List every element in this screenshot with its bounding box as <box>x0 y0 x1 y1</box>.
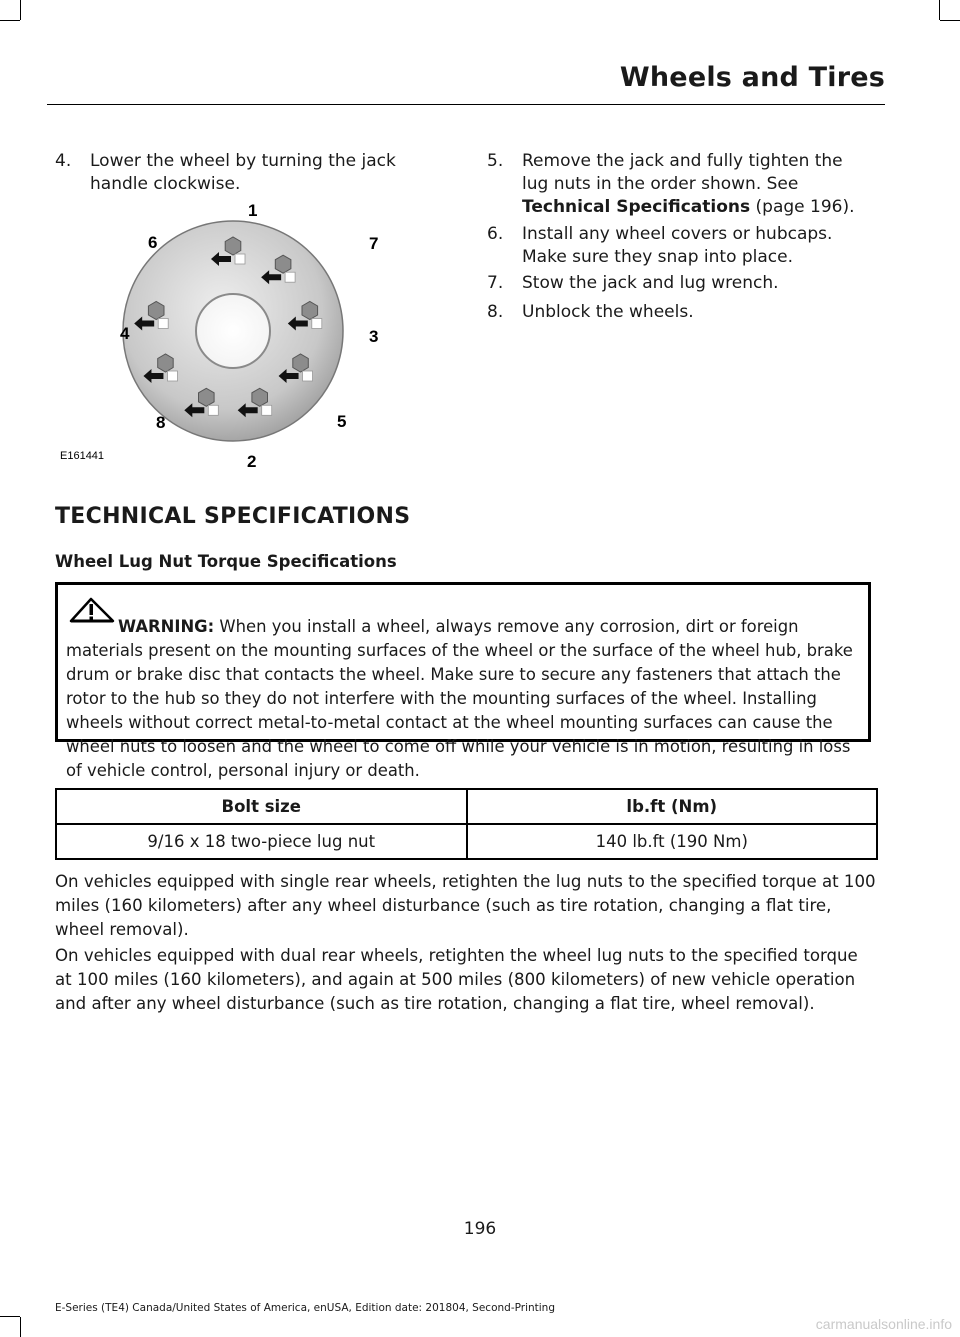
lug-label-2: 2 <box>247 452 257 471</box>
lug-label-8: 8 <box>156 413 166 432</box>
crop-mark <box>939 0 940 20</box>
warning-text: WARNING: When you install a wheel, always remove any corrosion, dirt or foreign materials present on the mounting surfaces of the wheel or the surface of the wheel hub, brake drum or brake disc that contacts the wheel. Make sure to secure any fasteners that attach the rotor to the hub so they do not interfere with the mounting surfaces of the wheel. Installing wheels without correct metal-to-metal contact at the wheel mounting surfaces can cause the wheel nuts to loosen and the wheel to come off while your vehicle is in motion, resulting in loss of vehicle control, personal injury or death. <box>66 617 853 780</box>
lug-label-3: 3 <box>369 327 379 346</box>
lug-label-5: 5 <box>337 412 347 431</box>
lug-label-7: 7 <box>369 234 379 253</box>
lug-label-1: 1 <box>248 201 258 220</box>
lug-nut-sequence-diagram <box>60 196 400 471</box>
step-text: Lower the wheel by turning the jack handle clockwise. <box>90 151 396 194</box>
table-header-bolt-size: Bolt size <box>56 789 467 824</box>
warning-box <box>55 582 871 780</box>
image-code: E161441 <box>60 450 105 462</box>
crop-mark <box>20 0 21 20</box>
table-row <box>56 824 877 859</box>
footer-text: E-Series (TE4) Canada/United States of America, enUSA, Edition date: 201804, Second-Printing <box>55 1302 556 1314</box>
table-header-torque: lb.ft (Nm) <box>467 789 878 824</box>
wheel-hub-hole <box>196 294 270 368</box>
step-number: 4. <box>55 151 72 171</box>
crop-mark <box>940 20 960 21</box>
crop-mark <box>20 1317 21 1337</box>
technical-specifications-link[interactable]: Technical Specifications <box>522 197 751 217</box>
step-number: 5. <box>487 151 504 171</box>
step-number: 7. <box>487 273 504 293</box>
lug-label-6: 6 <box>148 233 158 252</box>
page-number: 196 <box>463 1219 497 1239</box>
single-rear-wheels-paragraph: On vehicles equipped with single rear wheels, retighten the lug nuts to the specified torque at 100 miles (160 kilometers) after any wheel disturbance (such as tire rotation, changing a flat tire, wheel removal). <box>55 872 876 939</box>
step-number: 8. <box>487 302 504 322</box>
header-divider <box>47 104 885 105</box>
technical-specifications-heading: TECHNICAL SPECIFICATIONS <box>55 504 411 529</box>
torque-specifications-subheading: Wheel Lug Nut Torque Specifications <box>55 552 397 571</box>
table-cell-torque: 140 lb.ft (190 Nm) <box>467 824 878 859</box>
section-title: Wheels and Tires <box>619 62 885 93</box>
crop-mark <box>0 20 20 21</box>
torque-table <box>55 788 878 860</box>
step-text: Unblock the wheels. <box>522 302 694 322</box>
step-text: Stow the jack and lug wrench. <box>522 273 779 293</box>
table-cell-bolt-size: 9/16 x 18 two-piece lug nut <box>56 824 467 859</box>
table-header-row <box>56 789 877 824</box>
crop-mark <box>0 1316 20 1317</box>
dual-rear-wheels-paragraph: On vehicles equipped with dual rear wheels, retighten the wheel lug nuts to the specified torque at 100 miles (160 kilometers), and again at 500 miles (800 kilometers) of new vehicle operation and after any wheel disturbance (such as tire rotation, changing a flat tire, wheel removal). <box>55 946 858 1013</box>
step-text: Remove the jack and fully tighten the lug nuts in the order shown. See Technical Specifications (page 196). <box>522 151 855 217</box>
step-number: 6. <box>487 224 504 244</box>
watermark: carmanualsonline.info <box>815 1316 952 1332</box>
warning-label: WARNING: <box>118 617 215 636</box>
lug-label-4: 4 <box>120 324 130 343</box>
step-text: Install any wheel covers or hubcaps. Make sure they snap into place. <box>522 224 833 267</box>
